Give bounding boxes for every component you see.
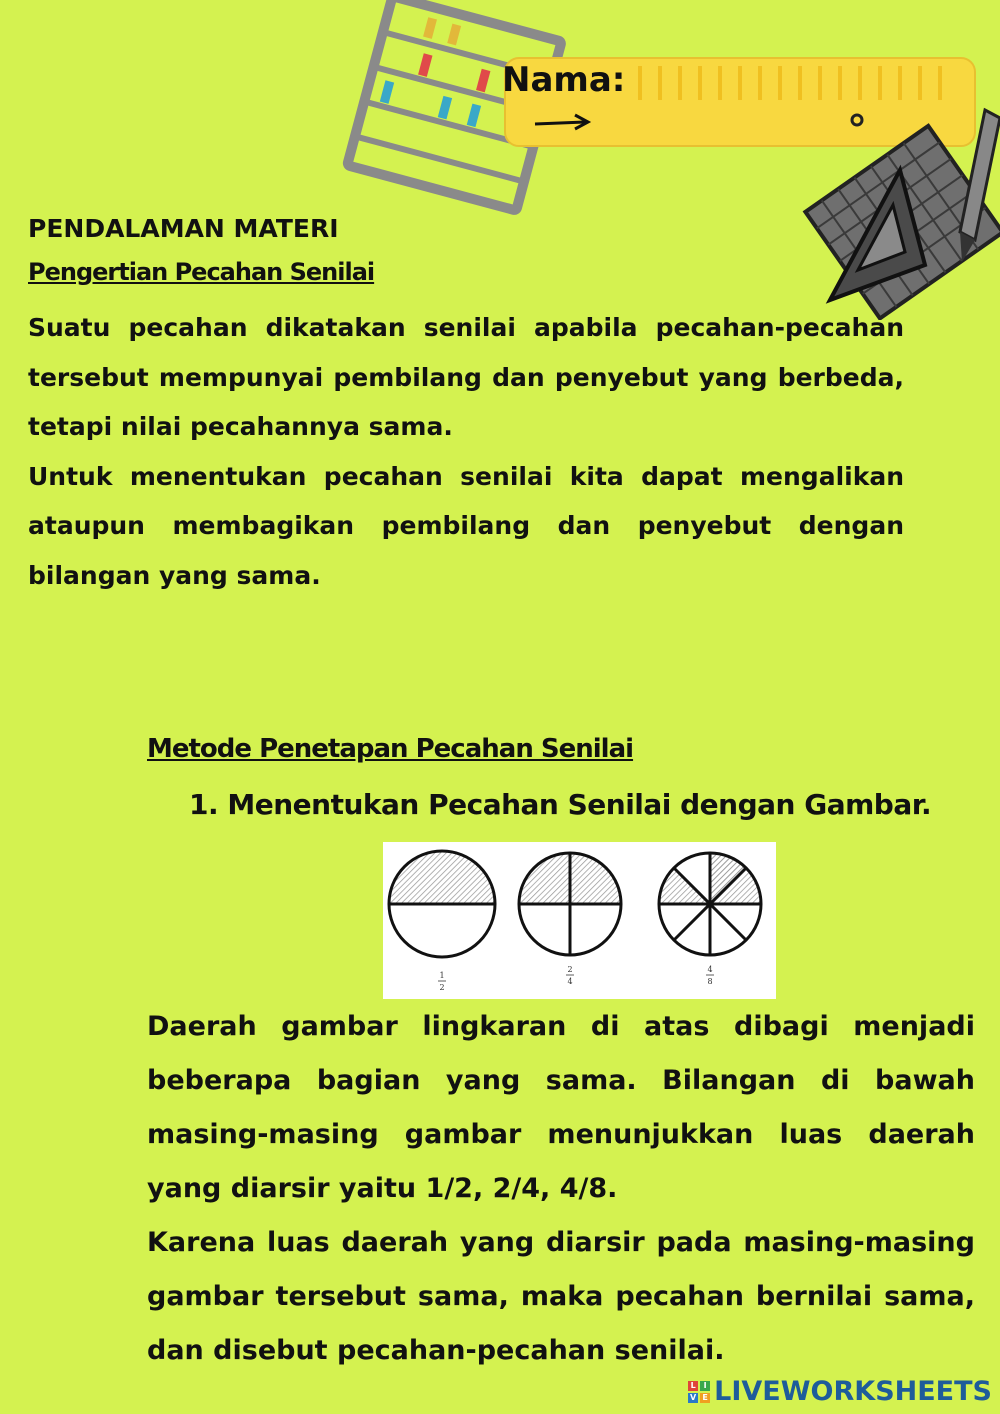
fraction-label-den: 4 [567, 977, 573, 986]
logo-letter: I [700, 1381, 710, 1391]
fraction-label-den: 8 [707, 977, 713, 986]
definition-text [28, 303, 904, 600]
fraction-label-num: 1 [439, 971, 445, 980]
name-label: Nama: [502, 60, 626, 100]
subtitle-pengertian: Pengertian Pecahan Senilai [28, 258, 375, 286]
section-title: PENDALAMAN MATERI [28, 214, 339, 243]
logo-letter: V [690, 1392, 697, 1402]
liveworksheets-logo-icon [688, 1381, 710, 1403]
subtitle-metode: Metode Penetapan Pecahan Senilai [147, 734, 634, 764]
paragraph: Daerah gambar lingkaran di atas dibagi menjadi beberapa bagian yang sama. Bilangan di bawah masing-masing gambar menunjukkan luas daerah yang diarsir yaitu 1/2, 2/4, 4/8. [147, 1011, 975, 1204]
fraction-circles-figure [383, 842, 776, 999]
logo-letter: L [688, 1381, 698, 1391]
circle-quarters [519, 853, 621, 955]
explanation-text [147, 1000, 975, 1378]
paragraph: Untuk menentukan pecahan senilai kita dapat mengalikan ataupun membagikan pembilang dan penyebut dengan bilangan yang sama. [28, 461, 904, 590]
liveworksheets-watermark[interactable] [688, 1376, 992, 1407]
watermark-text: LIVEWORKSHEETS [714, 1376, 992, 1407]
method-item-1: 1. Menentukan Pecahan Senilai dengan Gambar. [189, 788, 932, 821]
fraction-label-num: 2 [567, 965, 573, 974]
fraction-label-den: 2 [439, 983, 445, 992]
paragraph: Karena luas daerah yang diarsir pada masing-masing gambar tersebut sama, maka pecahan bernilai sama, dan disebut pecahan-pecahan senilai. [147, 1227, 975, 1366]
paragraph: Suatu pecahan dikatakan senilai apabila pecahan-pecahan tersebut mempunyai pembilang dan penyebut yang berbeda, tetapi nilai pecahannya sama. [28, 313, 904, 441]
circle-eighths [659, 853, 761, 955]
logo-letter: E [700, 1393, 710, 1403]
circle-half [389, 851, 495, 957]
fraction-label-num: 4 [707, 965, 713, 974]
